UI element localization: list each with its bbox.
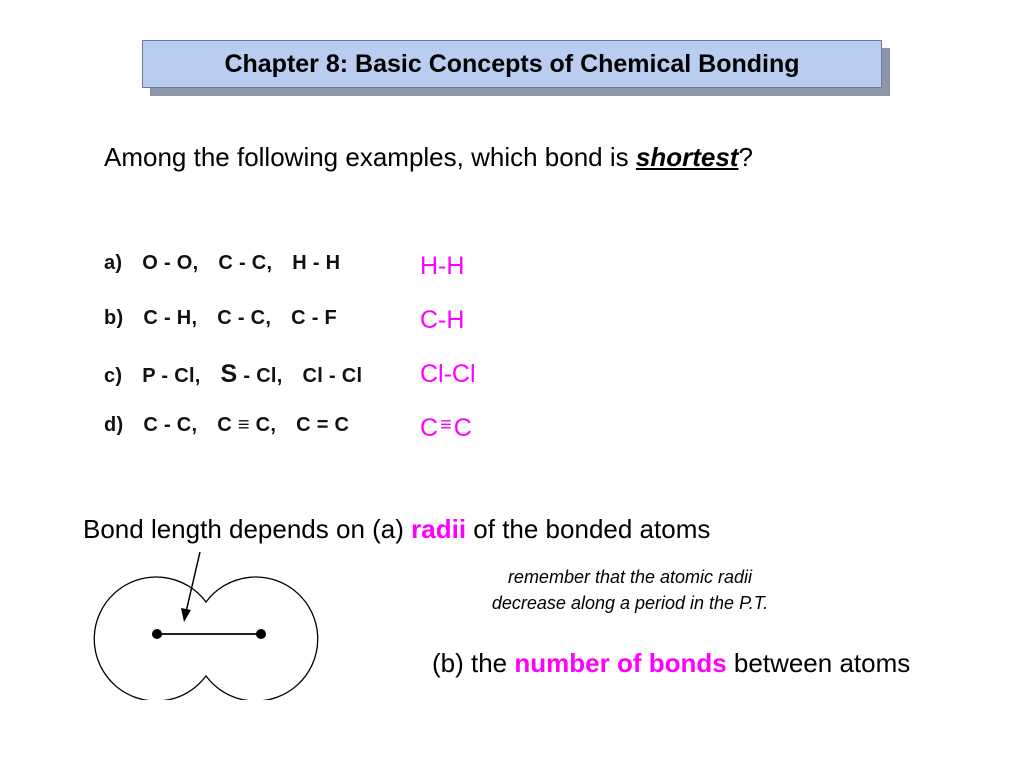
option-bond: C - C,	[218, 252, 273, 274]
option-c	[104, 360, 362, 389]
option-bond: Cl - Cl	[302, 365, 363, 387]
option-label: b)	[104, 307, 124, 329]
answer-a	[420, 252, 464, 281]
option-bond: P - Cl,	[142, 365, 201, 387]
question-suffix: ?	[738, 142, 753, 172]
nucleus-right	[256, 629, 266, 639]
option-bond: C ≡ C,	[217, 414, 277, 436]
option-bond: H - H	[292, 252, 341, 274]
answer-left: C	[420, 414, 439, 442]
option-a	[104, 252, 340, 275]
radii-note-line-2: decrease along a period in the P.T.	[491, 593, 769, 613]
bond-length-prefix: Bond length depends on (a)	[83, 514, 412, 544]
answer-b	[420, 306, 464, 335]
radii-highlight: radii	[411, 514, 467, 544]
option-bond: - Cl,	[237, 365, 283, 387]
overlapping-atoms-outline	[94, 577, 317, 700]
bond-length-suffix: of the bonded atoms	[466, 514, 711, 544]
number-of-bonds-highlight: number of bonds	[514, 648, 727, 678]
option-bond: C - F	[291, 307, 338, 329]
answer-right: C	[453, 414, 472, 442]
bond-length-diagram	[80, 540, 340, 700]
nucleus-left	[152, 629, 162, 639]
option-bond: C = C	[296, 414, 350, 436]
option-label: a)	[104, 252, 123, 274]
answer-text: H-H	[420, 252, 465, 280]
question-prefix: Among the following examples, which bond is	[104, 142, 636, 172]
option-label: d)	[104, 414, 124, 436]
number-of-bonds-suffix: between atoms	[726, 648, 911, 678]
answer-c	[420, 360, 476, 389]
number-of-bonds-statement	[432, 648, 910, 679]
slide-title-text: Chapter 8: Basic Concepts of Chemical Bonding	[224, 49, 800, 78]
triple-bond-symbol: ≡	[440, 414, 452, 436]
pointer-arrow	[186, 552, 200, 612]
option-label: c)	[104, 365, 123, 387]
question	[104, 142, 753, 173]
option-bond: C - C,	[217, 307, 272, 329]
option-bond: O - O,	[142, 252, 199, 274]
option-d	[104, 414, 349, 437]
pointer-arrowhead	[181, 608, 191, 622]
option-bond: C - H,	[143, 307, 198, 329]
answer-text: C-H	[420, 306, 465, 334]
option-bond: C - C,	[143, 414, 198, 436]
answer-text: Cl-Cl	[420, 360, 476, 388]
radii-note-line-1: remember that the atomic radii	[507, 567, 753, 587]
option-bond-s: S	[220, 360, 238, 388]
number-of-bonds-prefix: (b) the	[432, 648, 515, 678]
option-b	[104, 307, 337, 330]
question-emphasis: shortest	[635, 142, 739, 172]
slide-title	[142, 40, 882, 88]
answer-d	[420, 414, 472, 443]
